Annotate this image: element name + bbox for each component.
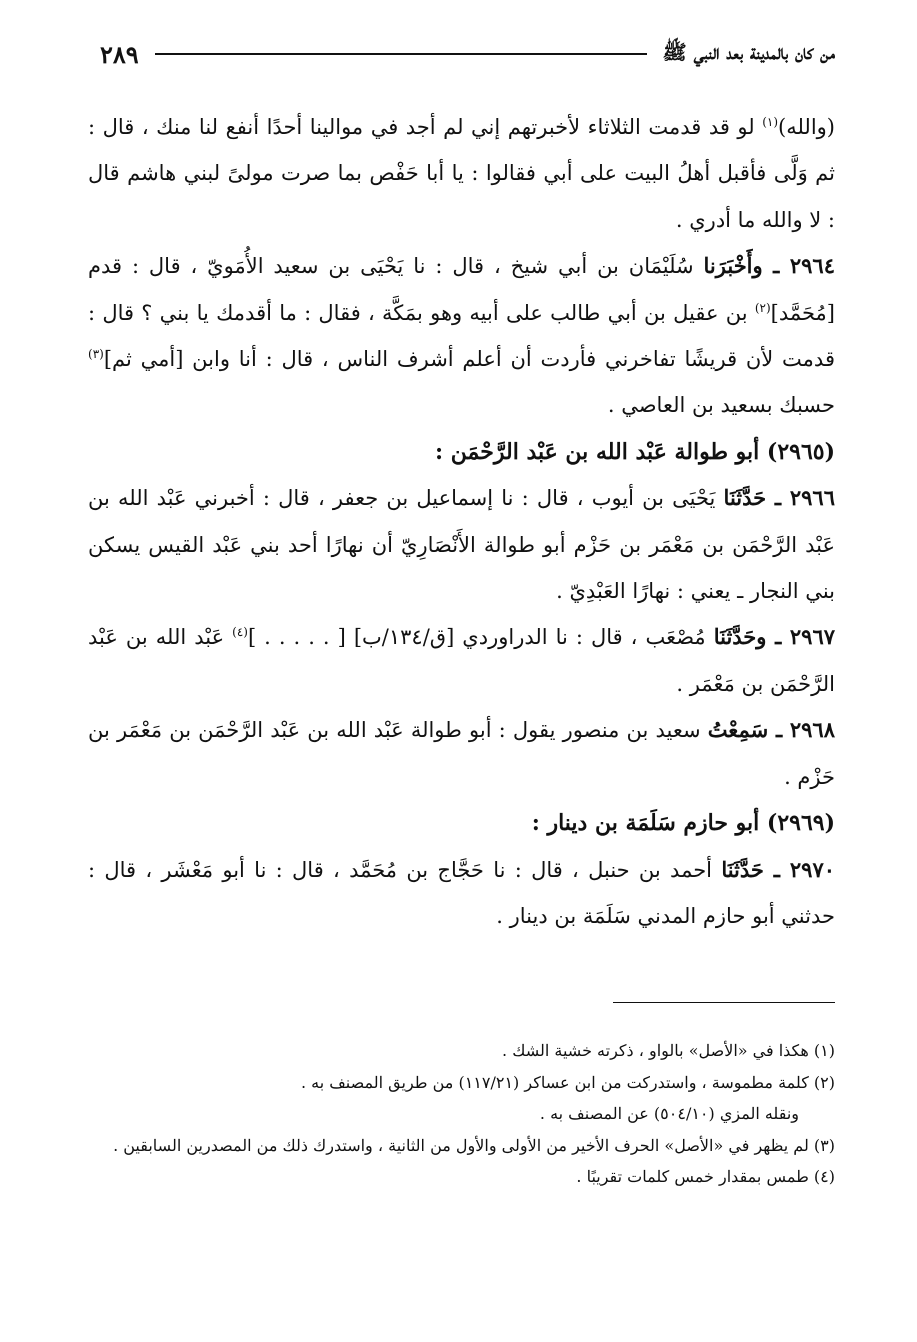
text-segment: يَحْيَى بن أيوب ، قال : نا إسماعيل بن جعفر ، قال : أخبرني عَبْد الله بن عَبْد الرَّحْمَن بن مَعْمَر بن حَزْم أبو طوالة الأَنْصَارِيّ أن نهارًا أحد بني عَبْد القيس يسكن بني النجار ـ يعني : نهارًا العَبْدِيّ . xyxy=(88,486,835,604)
header-rule xyxy=(155,53,647,55)
footnote-marker: (١) xyxy=(762,115,779,129)
footnote-separator xyxy=(613,1002,835,1003)
text-segment: (٢٩٦٩) أبو حازم سَلَمَة بن دينار : xyxy=(531,810,835,837)
footnote: ونقله المزي (٥٠٤/١٠) عن المصنف به . xyxy=(539,1104,799,1123)
text-segment: (والله) xyxy=(778,115,835,139)
footnote-marker: (٤) xyxy=(232,625,248,640)
hadith-paragraph xyxy=(88,243,835,429)
text-segment: سُلَيْمَان بن أبي شيخ ، قال : نا يَحْيَى بن سعيد الأُمَويّ ، قال : قدم [مُحَمَّد] xyxy=(88,254,835,325)
text-segment: لو قد قدمت الثلاثاء لأخبرتهم إني لم أجد في موالينا أحدًا أنفع لنا منك ، قال : ثم وَلَّى فأقبل أهلُ البيت على أبي فقالوا : يا أبا حَفْص بما صرت مولىً لبني هاشم قال : لا والله ما أدري . xyxy=(88,115,835,232)
footnote: (١) هكذا في «الأصل» بالواو ، ذكرته خشية الشك . xyxy=(502,1041,835,1060)
footnotes xyxy=(88,1035,835,1193)
hadith-paragraph xyxy=(88,475,835,614)
hadith-paragraph xyxy=(88,614,835,707)
hadith-paragraph xyxy=(88,847,835,940)
main-text xyxy=(88,104,835,939)
narration-lead: ٢٩٦٦ ـ حَدَّثَنَا xyxy=(723,485,835,511)
page-header xyxy=(100,34,835,74)
hadith-paragraph xyxy=(88,707,835,800)
text-segment: مُصْعَب ، قال : نا الدراوردي [ق/١٣٤/ب] [ . . . . . ] xyxy=(247,625,714,650)
footnote-marker: (٢) xyxy=(754,300,771,315)
footnote: (٣) لم يظهر في «الأصل» الحرف الأخير من الأولى والأول من الثانية ، واستدرك ذلك من المصدرين السابقين . xyxy=(113,1135,835,1155)
narration-lead: ٢٩٦٧ ـ وحَدَّثَنَا xyxy=(713,624,836,650)
text-segment: حسبك بسعيد بن العاصي . xyxy=(607,393,835,418)
footnote-marker: (٣) xyxy=(88,347,104,362)
page-number: ٢٨٩ xyxy=(100,39,139,69)
footnote: (٤) طمس بمقدار خمس كلمات تقريبًا . xyxy=(576,1167,835,1186)
narration-lead: ٢٩٧٠ ـ حَدَّثَنَا xyxy=(721,856,836,882)
running-title: من كان بالمدينة بعد النبي ﷺ xyxy=(662,39,835,64)
text-segment: عَبْد الله بن عَبْد الرَّحْمَن بن مَعْمَر . xyxy=(88,625,835,696)
section-heading xyxy=(88,800,835,846)
text-segment: (٢٩٦٥) أبو طوالة عَبْد الله بن عَبْد الرَّحْمَن : xyxy=(435,438,835,465)
footnote: (٢) كلمة مطموسة ، واستدركت من ابن عساكر (١١٧/٢١) من طريق المصنف به . xyxy=(300,1072,835,1092)
text-segment: بن عقيل بن أبي طالب على أبيه وهو بمَكَّة ، فقال : ما أقدمك يا بني ؟ قال : قدمت لأن قريشًا تفاخرني فأردت أن أعلم أشرف الناس ، قال : أنا وابن [أمي ثم] xyxy=(88,300,835,372)
narration-lead: ٢٩٦٨ ـ سَمِعْتُ xyxy=(707,717,835,743)
narration-lead: ٢٩٦٤ ـ وأَخْبَرَنا xyxy=(703,253,835,279)
section-heading xyxy=(88,429,835,475)
hadith-paragraph xyxy=(88,104,835,243)
text-segment: سعيد بن منصور يقول : أبو طوالة عَبْد الله بن عَبْد الرَّحْمَن بن مَعْمَر بن حَزْم . xyxy=(88,718,835,789)
text-segment: أحمد بن حنبل ، قال : نا حَجَّاج بن مُحَمَّد ، قال : نا أبو مَعْشَر ، قال : حدثني أبو حازم المدني سَلَمَة بن دينار . xyxy=(88,857,835,928)
